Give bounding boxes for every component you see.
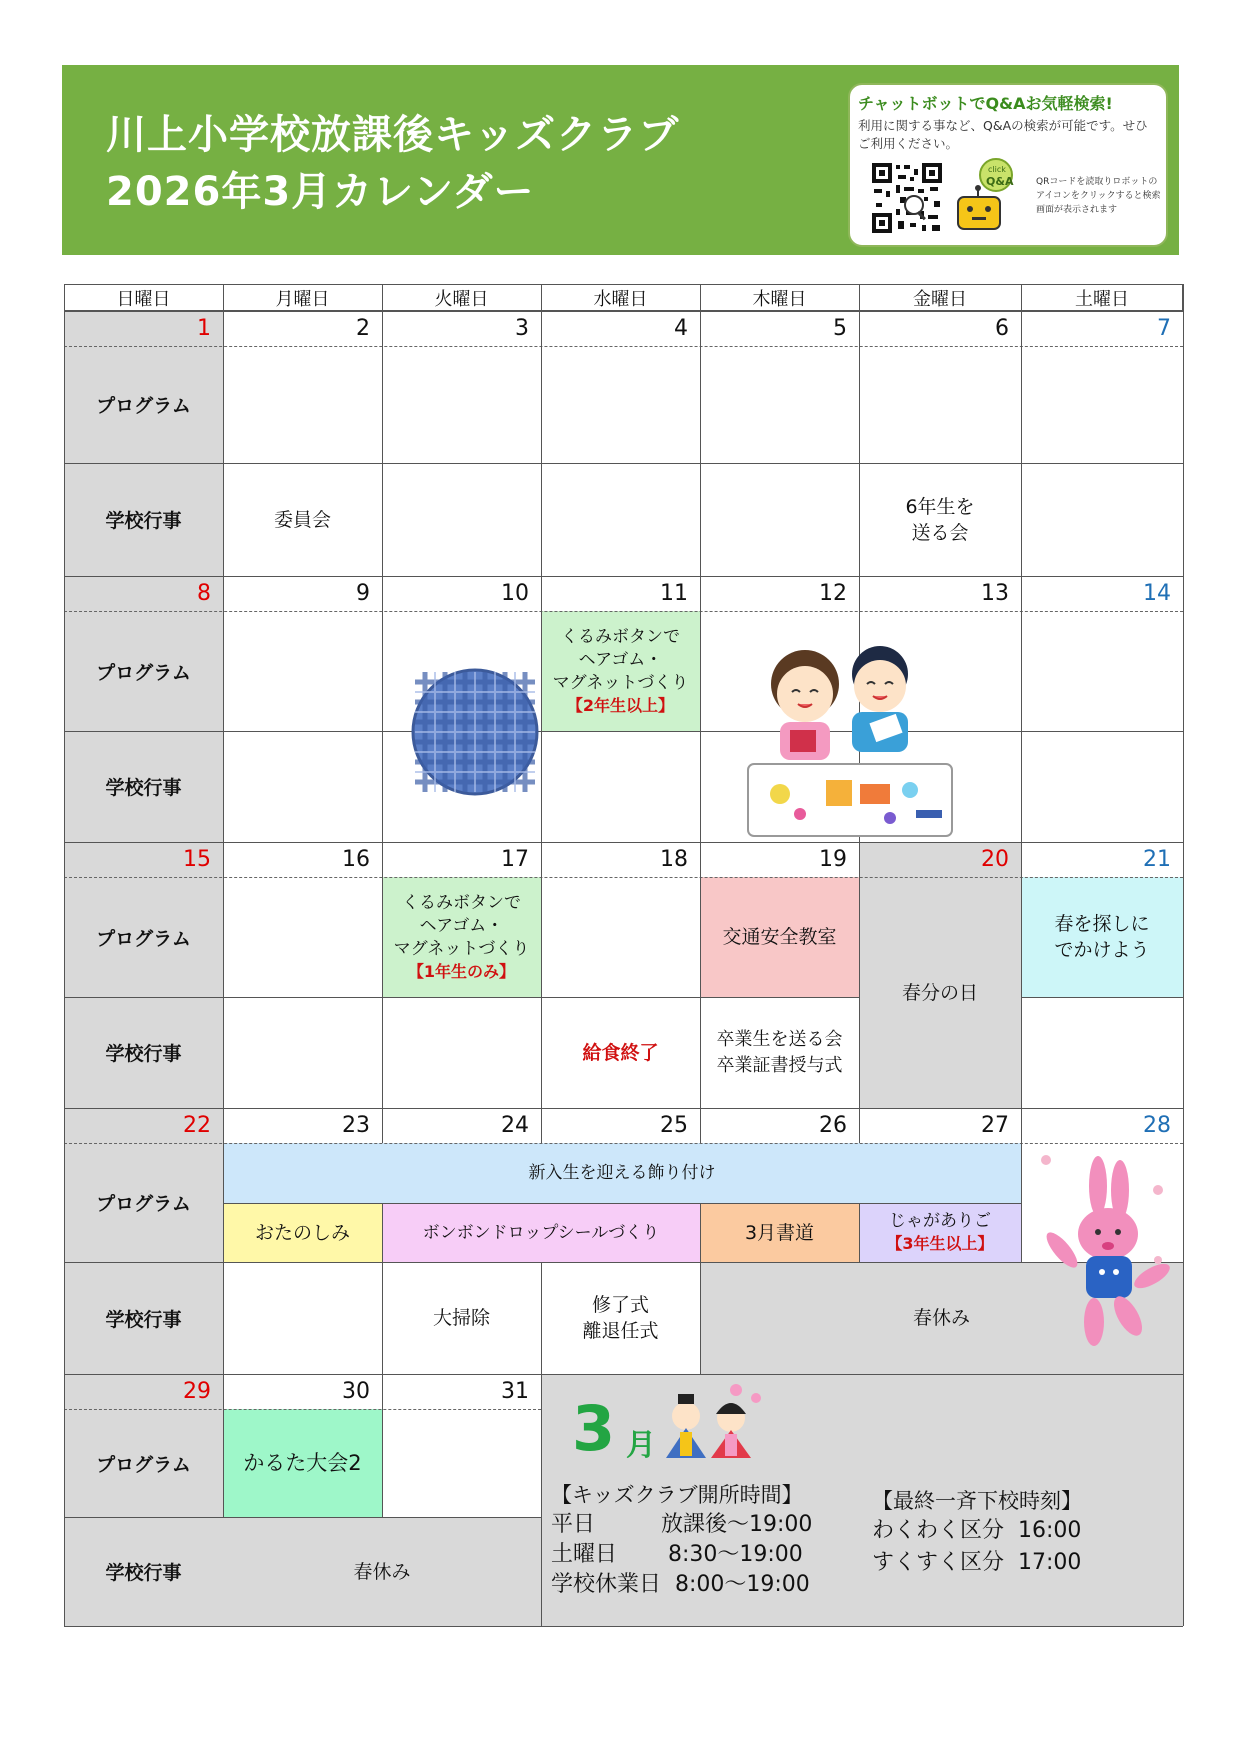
weekday-6: 土曜日 — [1075, 289, 1129, 310]
event-otanoshimi-line: おたのしみ — [254, 1221, 350, 1244]
date-divider — [859, 1203, 860, 1262]
date-number: 7 — [1157, 316, 1171, 341]
event-closing-ceremony — [541, 1262, 700, 1374]
row-label-program: プログラム — [64, 877, 223, 997]
date-divider — [541, 576, 542, 842]
event-6th-farewell — [859, 463, 1021, 576]
date-divider — [382, 576, 383, 842]
hours-line: 土曜日 8:30〜19:00 — [551, 1542, 803, 1567]
fabric-button-illustration — [410, 667, 540, 797]
week-top-line — [64, 311, 1183, 312]
event-kurumi-2nd-line: 【2年生以上】 — [566, 695, 675, 715]
event-welcome-deco — [223, 1143, 1021, 1203]
event-jagariko — [859, 1203, 1021, 1262]
school-row-line — [64, 1517, 541, 1518]
weekday-divider — [1021, 284, 1022, 311]
date-divider — [859, 311, 860, 576]
school-row-line-sat — [1021, 997, 1183, 998]
event-graduation-line: 卒業生を送る会 — [716, 1028, 843, 1050]
qa-title: チャットボットでQ&Aお気軽検索! — [858, 94, 1113, 113]
event-kurumi-1st-line: くるみボタンで — [402, 892, 521, 913]
event-otanoshimi — [223, 1203, 382, 1262]
event-closing-ceremony-line: 修了式 — [591, 1294, 649, 1316]
hina-dolls-illustration — [656, 1380, 766, 1460]
row-label-school: 学校行事 — [64, 463, 223, 576]
date-divider — [382, 1203, 383, 1262]
date-number: 19 — [819, 847, 847, 872]
event-shodo — [700, 1203, 859, 1262]
event-shodo-line: 3月書道 — [744, 1221, 815, 1244]
date-divider — [700, 576, 701, 842]
school-row-line — [64, 997, 859, 998]
week-top-line — [64, 1374, 1183, 1375]
weekday-0: 日曜日 — [116, 289, 171, 310]
date-number: 6 — [995, 316, 1009, 341]
event-lunch-end — [541, 997, 700, 1108]
date-divider — [700, 1262, 701, 1374]
date-number: 22 — [183, 1113, 211, 1138]
kids-crafting-illustration — [740, 634, 960, 842]
event-6th-farewell-line: 6年生を — [905, 495, 975, 518]
date-number: 3 — [515, 316, 529, 341]
event-kurumi-2nd-line: マグネットづくり — [552, 672, 689, 693]
date-number: 5 — [833, 316, 847, 341]
hours-line: 学校休業日 8:00〜19:00 — [551, 1572, 810, 1597]
date-divider — [700, 1108, 701, 1143]
dismissal-title: 【最終一斉下校時刻】 — [872, 1489, 1082, 1513]
event-spring-walk-line: 春を探しに — [1054, 913, 1150, 935]
date-divider — [541, 1108, 542, 1143]
date-row-line — [64, 1409, 541, 1410]
row-label-school: 学校行事 — [64, 731, 223, 842]
date-number: 2 — [356, 316, 370, 341]
date-divider — [541, 311, 542, 576]
date-divider — [382, 842, 383, 1108]
event-traffic-safety-line: 交通安全教室 — [722, 926, 837, 948]
weekday-5: 金曜日 — [913, 289, 967, 310]
date-number: 10 — [501, 581, 529, 606]
week-top-line — [64, 1108, 1183, 1109]
row-label-school: 学校行事 — [64, 1262, 223, 1374]
date-divider — [700, 842, 701, 1108]
row-label-program: プログラム — [64, 611, 223, 731]
date-number: 21 — [1143, 847, 1171, 872]
date-number: 23 — [342, 1113, 370, 1138]
date-divider — [700, 1203, 701, 1262]
event-traffic-safety — [700, 877, 859, 997]
row-label-school: 学校行事 — [64, 1517, 223, 1626]
date-divider — [1021, 576, 1022, 842]
date-row-line — [64, 611, 1183, 612]
event-spring-break-line: 春休み — [912, 1307, 970, 1329]
date-number: 1 — [197, 316, 211, 341]
date-number: 20 — [981, 847, 1009, 872]
qa-description: 利用に関する事など、Q&Aの検索が可能です。せひご利用ください。 — [858, 118, 1148, 151]
date-divider — [1021, 311, 1022, 576]
weekday-divider — [541, 284, 542, 311]
date-divider — [223, 842, 224, 1108]
date-divider — [859, 1108, 860, 1143]
date-divider — [541, 842, 542, 1108]
date-divider — [223, 576, 224, 842]
row-label-program: プログラム — [64, 1409, 223, 1517]
row-label-school: 学校行事 — [64, 997, 223, 1108]
dismissal-line: すくすく区分 17:00 — [872, 1550, 1082, 1575]
hours-line: 平日 放課後〜19:00 — [551, 1512, 813, 1537]
event-iinkai-line: 委員会 — [273, 508, 331, 531]
rabbit-illustration — [1028, 1150, 1178, 1360]
date-number: 16 — [342, 847, 370, 872]
event-graduation — [700, 997, 859, 1108]
weekday-divider — [382, 284, 383, 311]
event-6th-farewell-line: 送る会 — [911, 521, 969, 544]
date-number: 4 — [674, 316, 688, 341]
event-kurumi-1st — [382, 877, 541, 997]
event-cleaning-line: 大掃除 — [432, 1307, 490, 1329]
event-karuta-line: かるた大会2 — [243, 1451, 362, 1475]
date-row-line — [64, 346, 1183, 347]
event-kurumi-1st-line: ヘアゴム・ — [419, 915, 504, 936]
date-number: 14 — [1143, 581, 1171, 606]
date-divider — [541, 1517, 542, 1626]
weekday-divider — [859, 284, 860, 311]
date-divider — [382, 311, 383, 576]
page-subtitle: 2026年3月カレンダー — [106, 169, 535, 215]
date-divider — [1021, 842, 1022, 1108]
event-jagariko-line: じゃがありご — [889, 1211, 991, 1231]
weekday-4: 木曜日 — [752, 289, 807, 310]
date-number: 29 — [183, 1379, 211, 1404]
date-number: 24 — [501, 1113, 529, 1138]
date-divider — [223, 311, 224, 576]
date-divider — [382, 1374, 383, 1517]
svg-text:Q&A: Q&A — [986, 175, 1014, 188]
date-number: 8 — [197, 581, 211, 606]
event-shunbun — [859, 877, 1021, 1108]
event-spring-break-w5 — [223, 1517, 541, 1626]
school-row-line — [64, 463, 1183, 464]
bottom-line — [64, 1626, 1183, 1627]
dismissal-line: わくわく区分 16:00 — [872, 1518, 1082, 1543]
event-closing-ceremony-line: 離退任式 — [582, 1320, 659, 1342]
month-big: 3 — [572, 1392, 616, 1465]
event-kurumi-1st-line: 【1年生のみ】 — [407, 961, 516, 981]
hours-title: 【キッズクラブ開所時間】 — [551, 1483, 803, 1507]
weekday-1: 月曜日 — [275, 289, 330, 310]
date-number: 31 — [501, 1379, 529, 1404]
date-divider — [382, 1262, 383, 1374]
date-divider — [1021, 1108, 1022, 1262]
date-number: 9 — [356, 581, 370, 606]
date-number: 11 — [660, 581, 688, 606]
event-iinkai — [223, 463, 382, 576]
date-divider — [541, 1374, 542, 1517]
event-kurumi-1st-line: マグネットづくり — [393, 938, 530, 959]
date-divider — [223, 1108, 224, 1374]
date-row-line — [64, 1143, 1183, 1144]
date-number: 28 — [1143, 1113, 1171, 1138]
school-row-line — [64, 1262, 1183, 1263]
school-row-line — [64, 731, 1183, 732]
event-lunch-end-line: 給食終了 — [582, 1041, 659, 1064]
date-divider — [382, 1108, 383, 1143]
date-number: 13 — [981, 581, 1009, 606]
svg-text:click: click — [988, 165, 1006, 174]
month-small: 月 — [626, 1428, 656, 1463]
page-title: 川上小学校放課後キッズクラブ — [106, 112, 680, 158]
event-kurumi-2nd — [541, 611, 700, 731]
grid-left — [64, 284, 65, 1626]
event-spring-walk-line: でかけよう — [1054, 939, 1150, 961]
event-shunbun-line: 春分の日 — [901, 981, 978, 1004]
row-label-program: プログラム — [64, 346, 223, 463]
week-top-line — [64, 842, 1183, 843]
date-number: 30 — [342, 1379, 370, 1404]
weekday-3: 水曜日 — [593, 289, 648, 310]
event-kurumi-2nd-line: くるみボタンで — [561, 626, 680, 647]
date-row-line — [64, 877, 1183, 878]
weekday-2: 火曜日 — [434, 289, 489, 310]
event-spring-break-w5-line: 春休み — [353, 1560, 411, 1583]
event-cleaning — [382, 1262, 541, 1374]
date-number: 15 — [183, 847, 211, 872]
qa-note: QRコードを読取りロボットのアイコンをクリックすると検索画面が表示されます — [1036, 177, 1161, 215]
event-welcome-deco-line: 新入生を迎える飾り付け — [528, 1163, 716, 1183]
date-divider — [859, 842, 860, 1108]
event-bonbon-sticker-line: ボンボンドロップシールづくり — [422, 1222, 660, 1243]
date-divider — [541, 1262, 542, 1374]
weekday-divider — [223, 284, 224, 311]
date-divider — [223, 1374, 224, 1517]
event-bonbon-sticker — [382, 1203, 700, 1262]
date-number: 12 — [819, 581, 847, 606]
row-label-program: プログラム — [64, 1143, 223, 1262]
event-karuta — [223, 1409, 382, 1517]
event-kurumi-2nd-line: ヘアゴム・ — [578, 649, 663, 670]
week-top-line — [64, 576, 1183, 577]
program-band-line — [223, 1203, 1021, 1204]
date-number: 25 — [660, 1113, 688, 1138]
date-divider — [700, 311, 701, 576]
date-number: 27 — [981, 1113, 1009, 1138]
date-number: 17 — [501, 847, 529, 872]
date-number: 18 — [660, 847, 688, 872]
grid-right — [1183, 284, 1184, 1626]
date-number: 26 — [819, 1113, 847, 1138]
weekday-divider — [700, 284, 701, 311]
event-jagariko-line: 【3年生以上】 — [886, 1234, 994, 1253]
event-graduation-line: 卒業証書授与式 — [716, 1054, 843, 1076]
event-spring-walk — [1021, 877, 1183, 997]
